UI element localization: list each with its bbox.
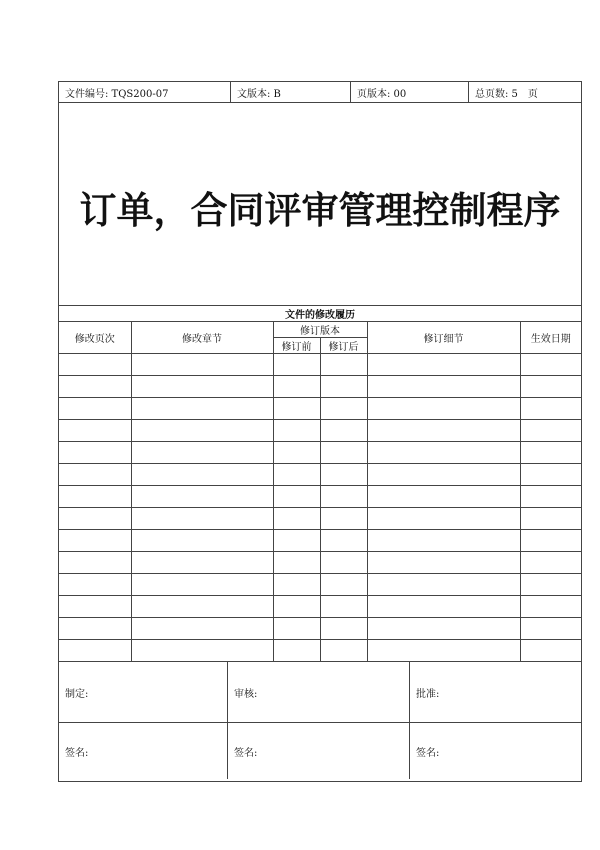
table-cell <box>59 354 131 376</box>
table-cell <box>520 354 581 376</box>
table-cell <box>59 464 131 486</box>
table-cell <box>520 398 581 420</box>
table-cell <box>320 640 367 662</box>
table-cell <box>273 618 320 640</box>
table-cell <box>131 354 273 376</box>
table-cell <box>59 486 131 508</box>
table-cell <box>367 442 520 464</box>
table-cell <box>367 530 520 552</box>
col-effective-date: 生效日期 <box>520 322 581 354</box>
col-page: 修改页次 <box>59 322 131 354</box>
table-cell <box>320 552 367 574</box>
table-cell <box>320 486 367 508</box>
table-cell <box>320 508 367 530</box>
table-cell <box>131 530 273 552</box>
table-cell <box>520 376 581 398</box>
signature-row <box>59 723 581 779</box>
table-cell <box>131 464 273 486</box>
table-cell <box>367 420 520 442</box>
table-cell <box>59 596 131 618</box>
table-cell <box>131 442 273 464</box>
signature-label: 签名: <box>416 747 440 759</box>
table-cell <box>59 442 131 464</box>
table-cell <box>520 442 581 464</box>
table-cell <box>131 574 273 596</box>
page-version: 页版本: 00 <box>351 82 469 102</box>
table-cell <box>131 552 273 574</box>
table-cell <box>320 530 367 552</box>
signature-label: 签名: <box>228 723 410 779</box>
table-cell <box>367 398 520 420</box>
table-row <box>59 640 581 662</box>
table-cell <box>367 574 520 596</box>
table-cell <box>367 376 520 398</box>
table-cell <box>273 464 320 486</box>
table-cell <box>273 376 320 398</box>
table-cell <box>367 464 520 486</box>
table-row <box>59 442 581 464</box>
table-row <box>59 420 581 442</box>
table-cell <box>320 442 367 464</box>
table-cell <box>59 640 131 662</box>
table-cell <box>367 618 520 640</box>
table-cell <box>273 574 320 596</box>
table-cell <box>367 486 520 508</box>
table-cell <box>367 552 520 574</box>
table-cell <box>131 398 273 420</box>
col-after: 修订后 <box>320 338 367 354</box>
table-cell <box>273 530 320 552</box>
total-pages: 总页数: 5 页 <box>475 88 538 100</box>
table-row <box>59 354 581 376</box>
revision-history-table <box>59 306 581 662</box>
table-cell <box>131 640 273 662</box>
table-cell <box>131 376 273 398</box>
reviewed-by-label: 审核: <box>228 662 410 722</box>
table-cell <box>273 398 320 420</box>
table-cell <box>320 420 367 442</box>
prepared-by-label: 制定: <box>59 662 228 722</box>
table-row <box>59 464 581 486</box>
table-cell <box>520 574 581 596</box>
doc-version: 文版本: B <box>231 82 351 102</box>
table-cell <box>131 486 273 508</box>
table-cell <box>520 552 581 574</box>
col-revision: 修订版本 <box>273 322 367 338</box>
table-cell <box>273 354 320 376</box>
table-cell <box>59 508 131 530</box>
doc-number: 文件编号: TQS200-07 <box>59 82 231 102</box>
table-row <box>59 398 581 420</box>
table-cell <box>131 420 273 442</box>
table-cell <box>520 618 581 640</box>
document-title: 订单，合同评审管理控制程序 <box>79 189 561 232</box>
history-caption: 文件的修改履历 <box>59 306 581 322</box>
table-cell <box>59 552 131 574</box>
table-cell <box>367 640 520 662</box>
table-cell <box>320 574 367 596</box>
table-cell <box>273 596 320 618</box>
document-page <box>58 81 582 782</box>
signoff-row <box>59 662 581 723</box>
table-cell <box>59 574 131 596</box>
table-cell <box>273 508 320 530</box>
table-row <box>59 552 581 574</box>
table-cell <box>367 354 520 376</box>
table-cell <box>59 398 131 420</box>
table-cell <box>131 596 273 618</box>
table-cell <box>520 640 581 662</box>
table-cell <box>273 442 320 464</box>
table-row <box>59 530 581 552</box>
table-cell <box>59 618 131 640</box>
table-cell <box>59 530 131 552</box>
table-cell <box>367 596 520 618</box>
table-cell <box>367 508 520 530</box>
table-cell <box>59 420 131 442</box>
table-cell <box>320 376 367 398</box>
table-cell <box>320 354 367 376</box>
table-cell <box>273 552 320 574</box>
table-row <box>59 486 581 508</box>
table-cell <box>273 420 320 442</box>
table-cell <box>131 618 273 640</box>
table-cell <box>520 420 581 442</box>
signature-label: 签名: <box>59 723 228 779</box>
table-cell <box>320 398 367 420</box>
table-cell <box>520 530 581 552</box>
document-header <box>59 82 581 103</box>
table-cell <box>59 376 131 398</box>
table-cell <box>320 618 367 640</box>
table-cell <box>131 508 273 530</box>
col-before: 修订前 <box>273 338 320 354</box>
table-row <box>59 508 581 530</box>
table-cell <box>320 596 367 618</box>
col-detail: 修订细节 <box>367 322 520 354</box>
table-cell <box>520 596 581 618</box>
col-chapter: 修改章节 <box>131 322 273 354</box>
table-cell <box>273 640 320 662</box>
approved-by-label: 批准: <box>416 688 440 700</box>
table-row <box>59 618 581 640</box>
table-row <box>59 574 581 596</box>
table-cell <box>320 464 367 486</box>
table-cell <box>520 508 581 530</box>
table-row <box>59 596 581 618</box>
table-cell <box>520 464 581 486</box>
title-area <box>59 103 581 306</box>
table-cell <box>273 486 320 508</box>
table-row <box>59 376 581 398</box>
table-cell <box>520 486 581 508</box>
